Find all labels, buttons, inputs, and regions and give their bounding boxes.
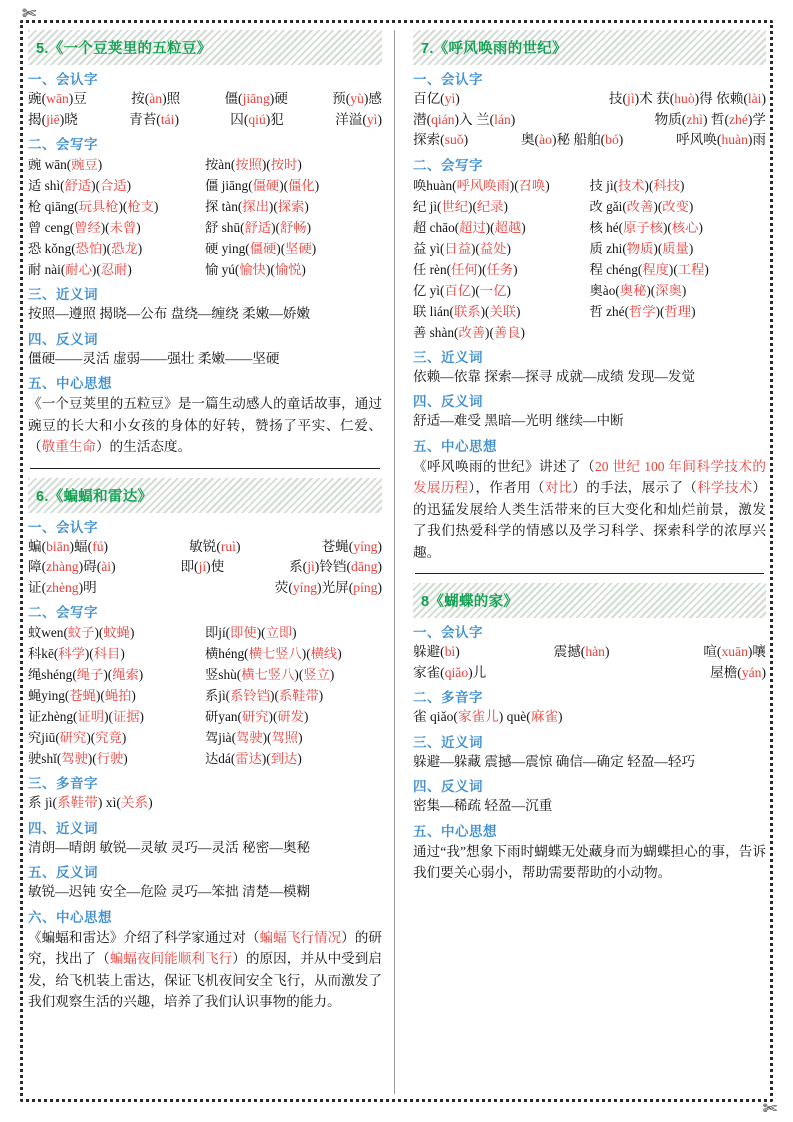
write-char-entry: 探 tàn(探出)(探索) [205,199,309,214]
word-entry: 潜(qián)入 兰(lán) [413,111,516,127]
main-idea-paragraph: 《一个豆荚里的五粒豆》是一篇生动感人的童话故事，通过豌豆的长大和小女孩的身体的好转，赞扬了平实、仁爱、（敬重生命）的生活态度。 [28,396,382,454]
scissors-icon: ✄ [762,1099,777,1119]
recognize-row [413,110,766,131]
write-char-grid [28,154,382,280]
main-idea-paragraph: 《呼风唤雨的世纪》讲述了（20 世纪 100 年间科学技术的发展历程），作者用（对比）的手法，展示了（科学技术）的迅猛发展给人类生活带来的巨大变化和灿烂前景，激发了我们热爱科学的情感以及学习科学、探索科学的浓厚兴趣。 [413,458,767,560]
word-line: 系 jì(系鞋带) xì(关系) [28,795,153,810]
word-entry: 躲避(bì) [413,644,460,659]
left-column [28,30,394,1094]
write-char-entry: 绳shéng(绳子)(绳索) [28,667,144,682]
section-heading: 三、近义词 [413,349,483,365]
write-char-entry: 硬 ying(僵硬)(坚硬) [205,241,317,256]
word-entry: 按(àn)照 [131,91,181,106]
word-entry: 障(zhàng)碍(ài) [28,559,116,574]
word-line: 躲避—躲藏 震撼—震惊 确信—确定 轻盈—轻巧 [413,753,696,769]
lesson-divider [415,573,764,574]
word-entry: 苍蝇(yíng) [321,538,383,554]
section-heading: 六、中心思想 [28,909,112,925]
write-char-entry: 曾 ceng(曾经)(未曾) [28,220,141,235]
section-heading: 三、近义词 [413,734,483,750]
word-entry: 百亿(yì) [413,91,460,106]
lesson-block [413,583,766,884]
recognize-row [413,89,766,110]
word-entry: 探索(suǒ) [413,132,469,147]
section-heading: 二、会写字 [28,137,98,152]
recognize-row [28,578,382,599]
section-heading: 二、会写字 [413,157,483,173]
lesson-title: 6.《蝙蝠和雷达》 [28,478,382,513]
word-entry: 揭(jiē)晓 [28,111,78,127]
section-heading: 一、会认字 [413,625,483,640]
write-char-entry: 枪 qiāng(玩具枪)(枪支) [28,199,159,214]
write-char-entry: 亿 yì(百亿)(一亿) [413,282,511,298]
recognize-row [413,642,766,663]
word-entry: 蝙(biān)蝠(fú) [28,538,109,554]
lesson-block [28,30,382,458]
write-char-entry: 横héng(横七竖八)(横线) [205,646,342,661]
section-heading: 二、会写字 [28,605,98,620]
section-heading: 四、反义词 [413,779,483,794]
write-char-entry: 驾jià(驾驶)(驾照) [205,730,303,745]
recognize-row [28,110,382,131]
section-heading: 五、中心思想 [28,376,112,391]
word-entry: 洋溢(yì) [335,111,382,127]
word-entry: 囚(qiú)犯 [230,111,284,127]
write-char-entry: 唤huàn(呼风唤雨)(召唤) [413,177,550,193]
write-char-entry: 适 shì(舒适)(合适) [28,178,132,193]
write-char-entry: 究jiū(研究)(究竟) [28,730,127,745]
write-char-entry: 蝇ying(苍蝇)(蝇拍) [28,688,136,703]
section-heading: 一、会认字 [28,72,98,87]
recognize-row [413,130,766,151]
write-char-entry: 任 rèn(任何)(任务) [413,261,518,277]
lesson-title: 8《蝴蝶的家》 [413,583,766,618]
word-entry: 技(jì)术 获(huò)得 依赖(lài) [608,91,766,106]
word-entry: 物质(zhì) 哲(zhé)学 [654,111,766,127]
write-char-entry: 改 gǎi(改善)(改变) [589,198,694,214]
word-entry: 呼风唤(huàn)雨 [676,132,766,147]
write-char-entry: 蚊wen(蚊子)(蚊蝇) [28,625,135,640]
lesson-title: 7.《呼风唤雨的世纪》 [413,30,766,65]
section-heading: 五、反义词 [28,865,98,880]
word-entry: 屋檐(yán) [710,664,766,680]
write-char-entry: 证zhèng(证明)(证据) [28,709,144,724]
write-char-grid [413,175,766,343]
write-char-entry: 豌 wān(豌豆) [28,157,103,172]
write-char-entry: 按àn(按照)(按时) [205,157,302,172]
word-entry: 喧(xuān)嚷 [703,644,766,659]
write-char-entry: 系jì(系铃铛)(系鞋带) [205,688,324,703]
write-char-entry: 愉 yú(愉快)(愉悦) [205,262,306,277]
write-char-entry: 奥ào(奥秘)(深奥) [589,282,687,298]
recognize-row [413,663,766,684]
recognize-row [28,537,382,558]
word-entry: 豌(wān)豆 [28,91,87,106]
write-char-entry: 技 jì(技术)(科技) [589,177,685,193]
word-entry: 荧(yíng)光屏(píng) [274,579,382,595]
word-entry: 即(jí)使 [180,559,225,574]
word-line: 密集—稀疏 轻盈—沉重 [413,798,553,813]
write-char-entry: 联 lián(联系)(关联) [413,303,521,319]
word-line: 按照—遵照 揭晓—公布 盘绕—缠绕 柔嫩—娇嫩 [28,306,311,321]
word-line: 雀 qiǎo(家雀儿) què(麻雀) [413,709,563,724]
write-char-entry: 达dá(雷达)(到达) [205,751,302,766]
write-char-entry: 质 zhi(物质)(质量) [589,240,694,256]
write-char-entry: 善 shàn(改善)(善良) [413,324,525,340]
word-entry: 僵(jiāng)硬 [224,91,288,106]
section-heading: 二、多音字 [413,690,483,705]
write-char-grid [28,622,382,769]
write-char-entry: 僵 jiāng(僵硬)(僵化) [205,178,320,193]
section-heading: 四、反义词 [28,331,98,347]
section-heading: 三、多音字 [28,776,98,791]
word-entry: 证(zhèng)明 [28,579,97,595]
write-char-entry: 竖shù(横七竖八)(竖立) [205,667,335,682]
section-heading: 五、中心思想 [413,823,497,839]
write-char-entry: 超 chāo(超过)(超越) [413,219,526,235]
section-heading: 一、会认字 [28,519,98,535]
section-heading: 一、会认字 [413,72,483,87]
write-char-entry: 驶shǐ(驾驶)(行驶) [28,751,128,766]
lesson-divider [30,468,380,469]
write-char-entry: 即jí(即使)(立即) [205,625,297,640]
recognize-row [28,89,382,110]
word-line: 僵硬——灵活 虚弱——强壮 柔嫩——坚硬 [28,350,280,366]
scissors-icon: ✄ [22,4,37,24]
section-heading: 四、近义词 [28,820,98,836]
write-char-entry: 研yan(研究)(研发) [205,709,309,724]
word-line: 敏锐—迟钝 安全—危险 灵巧—笨拙 清楚—模糊 [28,884,311,899]
right-column [394,30,766,1094]
word-line: 舒适—难受 黑暗—光明 继续—中断 [413,413,624,428]
word-entry: 震撼(hàn) [553,644,610,659]
write-char-entry: 舒 shū(舒适)(舒畅) [205,220,312,235]
lesson-block [413,30,766,563]
word-line: 清朗—晴朗 敏锐—灵敏 灵巧—灵活 秘密—奥秘 [28,839,311,855]
main-idea-paragraph: 通过“我”想象下雨时蝴蝶无处藏身而为蝴蝶担心的事，告诉我们要关心弱小，帮助需要帮助的小动物。 [413,843,766,880]
section-heading: 三、近义词 [28,287,98,302]
word-entry: 奥(ào)秘 船舶(bó) [520,132,624,147]
write-char-entry: 科kē(科学)(科目) [28,646,125,661]
write-char-entry: 益 yì(日益)(益处) [413,240,511,256]
write-char-entry: 核 hé(原子核)(核心) [589,219,703,235]
section-heading: 四、反义词 [413,394,483,409]
recognize-row [28,557,382,578]
two-column-layout [28,30,766,1094]
section-heading: 五、中心思想 [413,438,497,454]
write-char-entry: 恐 kǒng(恐怕)(恐龙) [28,241,143,256]
lesson-block [28,478,382,1013]
word-entry: 敏锐(ruì) [189,538,241,554]
write-char-entry: 程 chéng(程度)(工程) [589,261,709,277]
write-char-entry: 纪 jì(世纪)(纪录) [413,198,508,214]
write-char-entry: 哲 zhé(哲学)(哲理) [589,303,696,319]
word-entry: 系(jì)铃铛(dāng) [289,559,382,574]
write-char-entry: 耐 nài(耐心)(忍耐) [28,262,132,277]
word-entry: 家雀(qiǎo)儿 [413,664,487,680]
main-idea-paragraph: 《蝙蝠和雷达》介绍了科学家通过对（蝙蝠飞行情况）的研究，找出了（蝙蝠夜间能顺利飞行）的原因，并从中受到启发，给飞机装上雷达，保证飞机夜间安全飞行，从而激发了我们观察生活的兴趣，培养了我们认识事物的能力。 [28,929,383,1009]
word-line: 依赖—依靠 探索—探寻 成就—成绩 发现—发觉 [413,368,696,384]
lesson-title: 5.《一个豆荚里的五粒豆》 [28,30,382,65]
word-entry: 青苔(tái) [129,111,179,127]
word-entry: 预(yù)感 [332,91,382,106]
